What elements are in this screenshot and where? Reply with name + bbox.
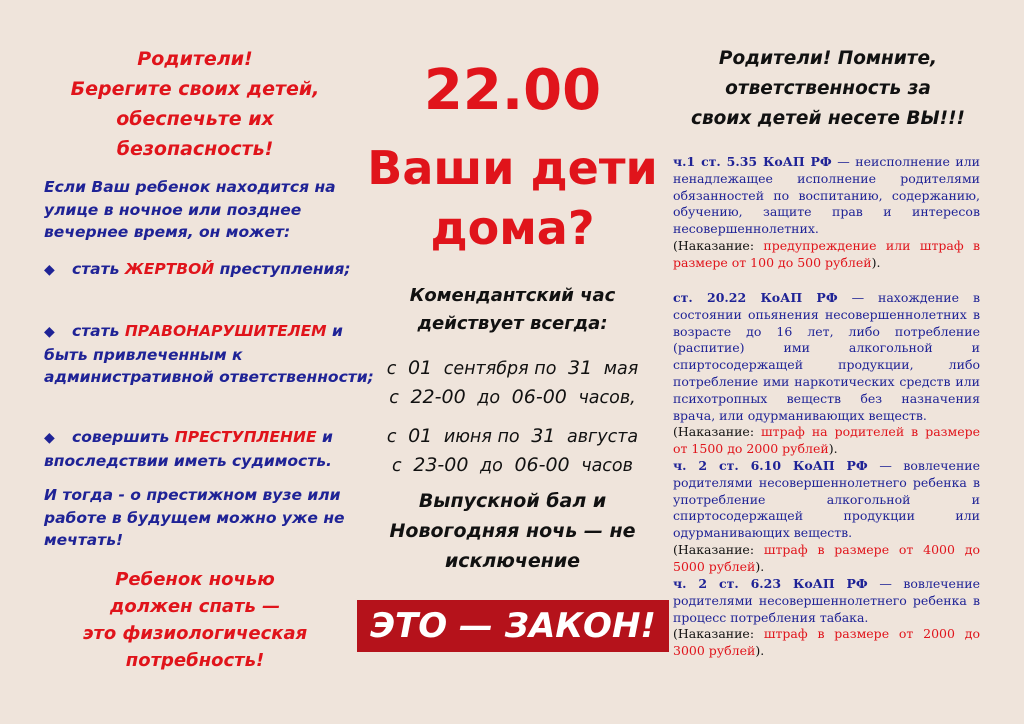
word: часов, bbox=[578, 388, 636, 408]
word: 22-00 bbox=[410, 386, 466, 408]
right-heading-line: своих детей несете ВЫ!!! bbox=[690, 108, 965, 129]
penalty-label: (Наказание: bbox=[673, 541, 764, 557]
left-heading-line: безопасность! bbox=[116, 138, 274, 160]
word: часов bbox=[581, 456, 633, 476]
word: с bbox=[386, 359, 397, 379]
left-heading-line: обеспечьте их bbox=[116, 108, 274, 130]
bullet-key: ПРАВОНАРУШИТЕЛЕМ bbox=[124, 322, 327, 340]
question-line: Ваши дети bbox=[367, 141, 658, 195]
word: 31 bbox=[531, 425, 556, 447]
law-article-5-35 bbox=[673, 154, 980, 272]
law-article-6-23 bbox=[673, 576, 980, 660]
left-footer-line: Ребенок ночью bbox=[115, 569, 275, 590]
word: с bbox=[392, 456, 402, 476]
article-ref: ч. 2 ст. 6.23 КоАП РФ bbox=[673, 576, 868, 591]
left-footer bbox=[30, 566, 360, 674]
penalty-end: ). bbox=[871, 254, 881, 270]
bullet-victim bbox=[44, 258, 374, 282]
period-winter bbox=[355, 354, 670, 412]
word: 01 bbox=[407, 357, 433, 379]
word: сентября bbox=[443, 359, 529, 379]
penalty-end: ). bbox=[755, 643, 765, 659]
right-heading-line: ответственность за bbox=[725, 78, 931, 99]
left-footer-line: это физиологическая bbox=[82, 623, 308, 644]
penalty-label: (Наказание: bbox=[673, 237, 764, 253]
bullet-post: преступления; bbox=[214, 260, 351, 278]
exceptions-line: Новогодняя ночь — не bbox=[389, 520, 636, 542]
period-dates bbox=[355, 354, 670, 383]
right-heading-line: Родители! Помните, bbox=[718, 48, 938, 69]
period-dates bbox=[355, 422, 670, 451]
article-ref: ч.1 ст. 5.35 КоАП РФ bbox=[673, 154, 832, 169]
word: до bbox=[480, 456, 503, 476]
penalty-end: ). bbox=[828, 441, 838, 457]
penalty-label: (Наказание: bbox=[673, 424, 762, 440]
exceptions-line: исключение bbox=[444, 550, 581, 572]
question-heading bbox=[355, 138, 670, 258]
word: до bbox=[477, 388, 501, 408]
diamond-icon: ◆ bbox=[44, 324, 55, 340]
word: 23-00 bbox=[413, 454, 469, 476]
law-article-6-10 bbox=[673, 458, 980, 576]
period-hours bbox=[355, 451, 670, 480]
word: 06-00 bbox=[511, 386, 567, 408]
curfew-line: действует всегда: bbox=[417, 313, 608, 334]
left-tail: И тогда - о престижном вузе или работе в будущем можно уже не мечтать! bbox=[44, 486, 345, 549]
word: по bbox=[534, 359, 557, 379]
bullet-pre: стать bbox=[72, 260, 125, 278]
period-summer bbox=[355, 422, 670, 480]
bullet-post: и впоследствии иметь судимость. bbox=[44, 428, 333, 470]
bullet-offender bbox=[44, 320, 374, 389]
right-heading bbox=[673, 44, 983, 134]
penalty-label: (Наказание: bbox=[673, 626, 764, 642]
bullet-key: ЖЕРТВОЙ bbox=[124, 260, 215, 278]
bullet-crime bbox=[44, 426, 374, 472]
word: августа bbox=[566, 427, 639, 447]
article-text: — вовлечение родителями несовершеннолетнего ребенка в процесс потребления табака. bbox=[673, 576, 980, 625]
word: по bbox=[497, 427, 520, 447]
penalty-text: штраф на родителей в размере от 1500 до 2000 рублей bbox=[673, 424, 980, 457]
curfew-heading bbox=[355, 282, 670, 338]
article-text: — вовлечение родителями несовершеннолетнего ребенка в употребление алкогольной и спиртосодержащей продукции или одурманивающих веществ. bbox=[673, 458, 980, 541]
left-footer-line: потребность! bbox=[125, 650, 265, 671]
word: 31 bbox=[568, 357, 593, 379]
word: 01 bbox=[408, 425, 433, 447]
bullet-key: ПРЕСТУПЛЕНИЕ bbox=[174, 428, 317, 446]
left-footer-line: должен спать — bbox=[109, 596, 281, 617]
bullet-post: и быть привлеченным к административной ответственности; bbox=[44, 322, 374, 386]
left-heading bbox=[30, 44, 360, 164]
article-ref: ст. 20.22 КоАП РФ bbox=[673, 290, 838, 305]
penalty-text: штраф в размере от 2000 до 3000 рублей bbox=[673, 626, 980, 659]
curfew-time: 22.00 bbox=[423, 58, 602, 123]
word: с bbox=[386, 427, 397, 447]
diamond-icon: ◆ bbox=[44, 262, 55, 278]
word: июня bbox=[443, 427, 492, 447]
left-intro: Если Ваш ребенок находится на улице в ночное или позднее вечернее время, он может: bbox=[44, 178, 336, 241]
exceptions-line: Выпускной бал и bbox=[418, 490, 607, 512]
word: мая bbox=[603, 359, 639, 379]
word: с bbox=[389, 388, 399, 408]
left-heading-line: Берегите своих детей, bbox=[70, 78, 320, 100]
diamond-icon: ◆ bbox=[44, 430, 55, 446]
law-banner: ЭТО — ЗАКОН! bbox=[357, 600, 669, 652]
question-line: дома? bbox=[430, 201, 595, 255]
word: 06-00 bbox=[514, 454, 570, 476]
bullet-pre: стать bbox=[72, 322, 125, 340]
left-heading-line: Родители! bbox=[137, 48, 253, 70]
curfew-line: Комендантский час bbox=[409, 285, 616, 306]
article-text: — нахождение в состоянии опьянения несовершеннолетних в возрасте до 16 лет, либо потребление (распитие) ими алкогольной и спиртосодержащей продукции, либо потребление ими наркотических средств или психотропных веществ без назначения врача, или одурманивающих веществ. bbox=[673, 290, 980, 423]
exceptions-note bbox=[355, 486, 670, 576]
penalty-end: ). bbox=[755, 558, 765, 574]
bullet-pre: совершить bbox=[72, 428, 175, 446]
law-article-20-22 bbox=[673, 290, 980, 458]
penalty-text: штраф в размере от 4000 до 5000 рублей bbox=[673, 541, 980, 574]
period-hours bbox=[355, 383, 670, 412]
article-ref: ч. 2 ст. 6.10 КоАП РФ bbox=[673, 458, 868, 473]
article-text: — неисполнение или ненадлежащее исполнение родителями обязанностей по воспитанию, содержанию, обучению, защите прав и интересов несовершеннолетних. bbox=[673, 154, 980, 237]
penalty-text: предупреждение или штраф в размере от 100 до 500 рублей bbox=[673, 237, 980, 270]
